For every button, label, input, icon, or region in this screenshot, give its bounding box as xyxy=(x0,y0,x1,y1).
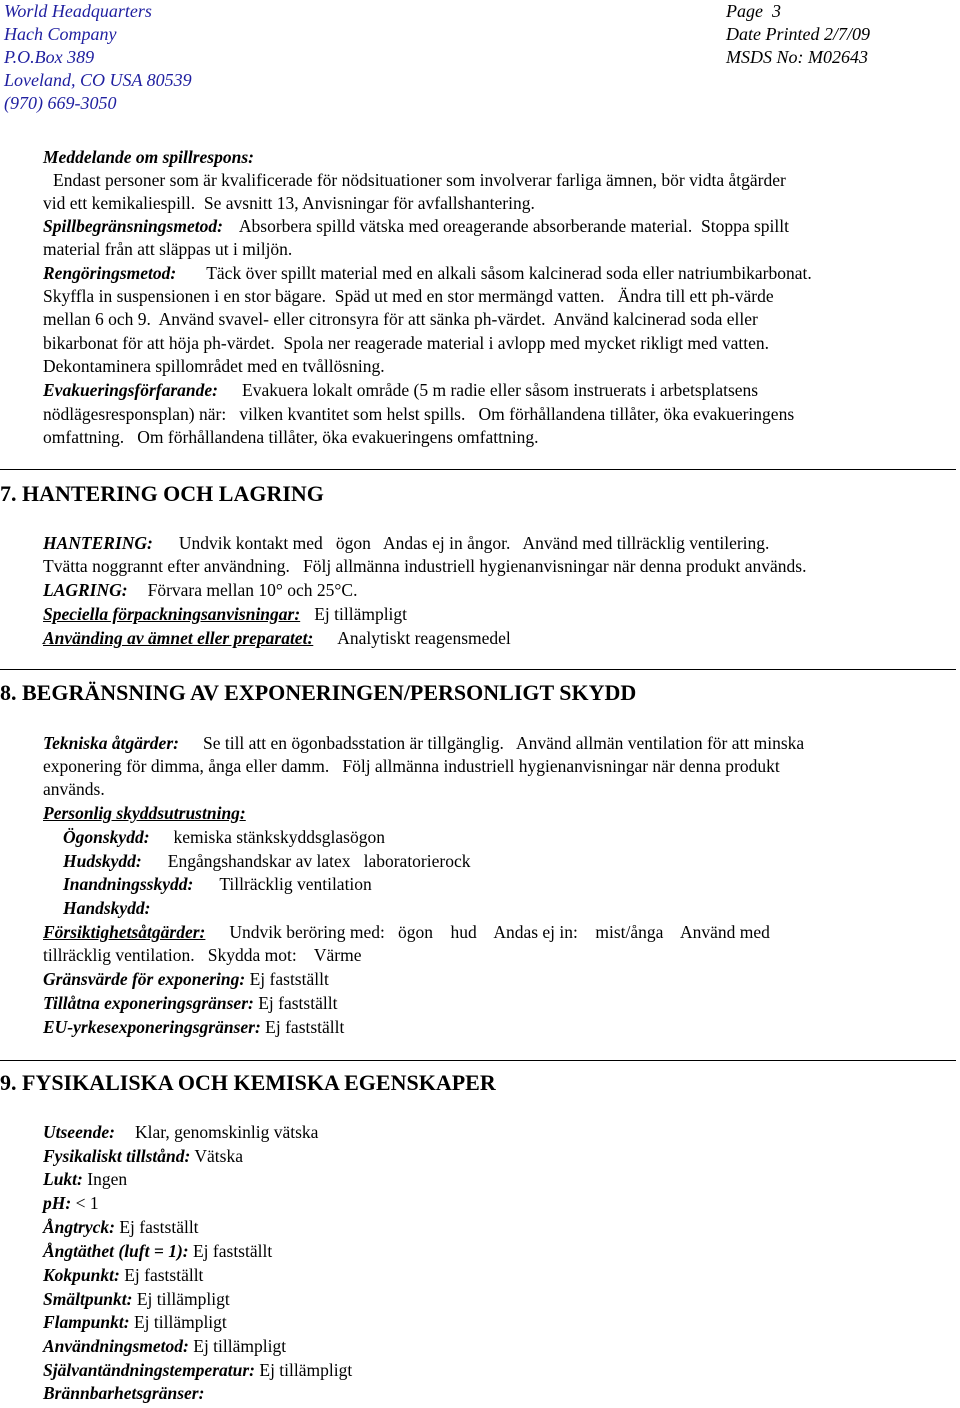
property-label: Brännbarhetsgränser: xyxy=(43,1383,205,1403)
eu-limits-value: Ej fastställt xyxy=(265,1017,345,1037)
precautions-row xyxy=(43,921,770,943)
property-row xyxy=(43,1311,227,1333)
evacuation-text: omfattning. Om förhållandena tillåter, öka evakueringens omfattning. xyxy=(43,427,539,447)
respiratory-protection-row xyxy=(63,873,372,895)
property-value: Ej fastställt xyxy=(192,1241,273,1261)
hand-protection-label: Handskydd: xyxy=(63,898,151,918)
property-row xyxy=(43,1264,203,1286)
precautions-text: Undvik beröring med: ögon hud Andas ej in: mist/ånga Använd med xyxy=(229,922,770,942)
cleanup-row xyxy=(43,262,812,284)
cleanup-label: Rengöringsmetod: xyxy=(43,263,177,283)
property-label: Självantändningstemperatur: xyxy=(43,1360,255,1380)
property-row xyxy=(43,1359,352,1381)
cleanup-text: Skyffla in suspensionen i en stor bägare. Späd ut med en stor mermängd vatten. Ändra till ett ph-värde xyxy=(43,286,774,306)
section-divider xyxy=(0,469,956,470)
property-row xyxy=(43,1382,209,1404)
spill-notice-text: vid ett kemikaliespill. Se avsnitt 13, Anvisningar för avfallshantering. xyxy=(43,193,535,213)
property-label: Fysikaliskt tillstånd: xyxy=(43,1146,191,1166)
precautions-text: tillräcklig ventilation. Skydda mot: Värme xyxy=(43,945,362,965)
use-text: Analytiskt reagensmedel xyxy=(337,628,511,648)
storage-row xyxy=(43,579,357,601)
handling-text: Tvätta noggrannt efter användning. Följ allmänna industriell hygienanvisningar när denna produkt används. xyxy=(43,556,807,576)
technical-measures-text: Se till att en ögonbadsstation är tillgänglig. Använd allmän ventilation för att minska xyxy=(202,733,805,753)
company-name: Hach Company xyxy=(4,24,117,44)
eye-protection-text: kemiska stänkskyddsglasögon xyxy=(173,827,385,847)
packaging-text: Ej tillämpligt xyxy=(314,604,408,624)
property-row xyxy=(43,1121,318,1143)
allowed-limits-value: Ej fastställt xyxy=(258,993,338,1013)
company-phone: (970) 669-3050 xyxy=(4,93,117,113)
exposure-limit-label: Gränsvärde för exponering: xyxy=(43,969,246,989)
allowed-limits-label: Tillåtna exponeringsgränser: xyxy=(43,993,254,1013)
property-row xyxy=(43,1288,230,1310)
cleanup-text: bikarbonat för att höja ph-värdet. Spola ner reagerade material i avlopp med mycket rikligt med vatten. xyxy=(43,333,769,353)
technical-measures-row xyxy=(43,732,804,754)
property-value: Ej tillämpligt xyxy=(193,1336,287,1356)
eu-limits-label: EU-yrkesexponeringsgränser: xyxy=(43,1017,261,1037)
property-label: Användningsmetod: xyxy=(43,1336,189,1356)
containment-label: Spillbegränsningsmetod: xyxy=(43,216,223,236)
property-label: pH: xyxy=(43,1193,72,1213)
section-divider xyxy=(0,1060,956,1061)
packaging-row xyxy=(43,603,407,625)
page-number: Page 3 xyxy=(726,1,781,21)
date-printed: Date Printed 2/7/09 xyxy=(726,24,870,44)
handling-text: Undvik kontakt med ögon Andas ej in ångor. Använd med tillräcklig ventilering. xyxy=(178,533,770,553)
property-value: Vätska xyxy=(194,1146,243,1166)
skin-protection-label: Hudskydd: xyxy=(63,851,142,871)
property-value: Ej fastställt xyxy=(124,1265,204,1285)
cleanup-text: Täck över spillt material med en alkali såsom kalcinerad soda eller natriumbikarbonat. xyxy=(206,263,812,283)
cleanup-text: Dekontaminera spillområdet med en tvållösning. xyxy=(43,356,385,376)
spill-notice-label: Meddelande om spillrespons: xyxy=(43,147,254,167)
exposure-limit-value: Ej fastställt xyxy=(249,969,329,989)
skin-protection-row xyxy=(63,850,470,872)
respiratory-protection-label: Inandningsskydd: xyxy=(63,874,194,894)
property-label: Flampunkt: xyxy=(43,1312,130,1332)
company-po-box: P.O.Box 389 xyxy=(4,47,95,67)
msds-number: MSDS No: M02643 xyxy=(726,47,868,67)
handling-row xyxy=(43,532,769,554)
property-row xyxy=(43,1240,272,1262)
property-row xyxy=(43,1192,99,1214)
property-label: Kokpunkt: xyxy=(43,1265,120,1285)
cleanup-text: mellan 6 och 9. Använd svavel- eller citronsyra för att sänka ph-värdet. Använd kalcinerad soda eller xyxy=(43,309,758,329)
property-label: Smältpunkt: xyxy=(43,1289,133,1309)
section-divider xyxy=(0,669,956,670)
eu-limits-row xyxy=(43,1016,344,1038)
property-value: Ej tillämpligt xyxy=(133,1312,227,1332)
storage-text: Förvara mellan 10° och 25°C. xyxy=(147,580,358,600)
property-value: Ej fastställt xyxy=(119,1217,199,1237)
spill-notice-text: Endast personer som är kvalificerade för nödsituationer som involverar farliga ämnen, bör vidta åtgärder xyxy=(53,170,786,190)
property-row xyxy=(43,1145,243,1167)
eye-protection-row xyxy=(63,826,385,848)
property-value: < 1 xyxy=(75,1193,99,1213)
technical-measures-text: används. xyxy=(43,779,105,799)
technical-measures-text: exponering för dimma, ånga eller damm. Följ allmänna industriell hygienanvisningar när denna produkt xyxy=(43,756,780,776)
property-value: Ej tillämpligt xyxy=(136,1289,230,1309)
company-hq-label: World Headquarters xyxy=(4,1,152,21)
packaging-label: Speciella förpackningsanvisningar: xyxy=(43,604,301,624)
evacuation-text: Evakuera lokalt område (5 m radie eller såsom instruerats i arbetsplatsens xyxy=(242,380,759,400)
section-8-title: 8. BEGRÄNSNING AV EXPONERINGEN/PERSONLIGT SKYDD xyxy=(0,680,637,705)
property-label: Ångtäthet (luft = 1): xyxy=(43,1241,189,1261)
use-row xyxy=(43,627,511,649)
storage-label: LAGRING: xyxy=(43,580,128,600)
property-value: Klar, genomskinlig vätska xyxy=(134,1122,319,1142)
handling-label: HANTERING: xyxy=(43,533,153,553)
technical-measures-label: Tekniska åtgärder: xyxy=(43,733,179,753)
evacuation-row xyxy=(43,379,758,401)
section-9-title: 9. FYSIKALISKA OCH KEMISKA EGENSKAPER xyxy=(0,1070,496,1095)
containment-text: material från att släppas ut i miljön. xyxy=(43,239,293,259)
respiratory-protection-text: Tillräcklig ventilation xyxy=(219,874,372,894)
precautions-label: Försiktighetsåtgärder: xyxy=(43,922,206,942)
property-row xyxy=(43,1168,127,1190)
property-label: Lukt: xyxy=(43,1169,83,1189)
use-label: Använding av ämnet eller preparatet: xyxy=(43,628,314,648)
section-7-title: 7. HANTERING OCH LAGRING xyxy=(0,481,324,506)
property-label: Ångtryck: xyxy=(43,1217,115,1237)
property-row xyxy=(43,1216,199,1238)
company-city: Loveland, CO USA 80539 xyxy=(4,70,192,90)
evacuation-label: Evakueringsförfarande: xyxy=(43,380,219,400)
ppe-label: Personlig skyddsutrustning: xyxy=(43,803,246,823)
allowed-limits-row xyxy=(43,992,337,1014)
property-value: Ingen xyxy=(87,1169,128,1189)
eye-protection-label: Ögonskydd: xyxy=(63,827,150,847)
containment-text: Absorbera spilld vätska med oreagerande absorberande material. Stoppa spillt xyxy=(238,216,790,236)
evacuation-text: nödlägesresponsplan) när: vilken kvantitet som helst spills. Om förhållandena tillåter, öka evakueringens xyxy=(43,404,795,424)
property-row xyxy=(43,1335,286,1357)
exposure-limit-row xyxy=(43,968,329,990)
containment-row xyxy=(43,215,789,237)
property-label: Utseende: xyxy=(43,1122,115,1142)
property-value: Ej tillämpligt xyxy=(259,1360,353,1380)
skin-protection-text: Engångshandskar av latex laboratorierock xyxy=(167,851,471,871)
